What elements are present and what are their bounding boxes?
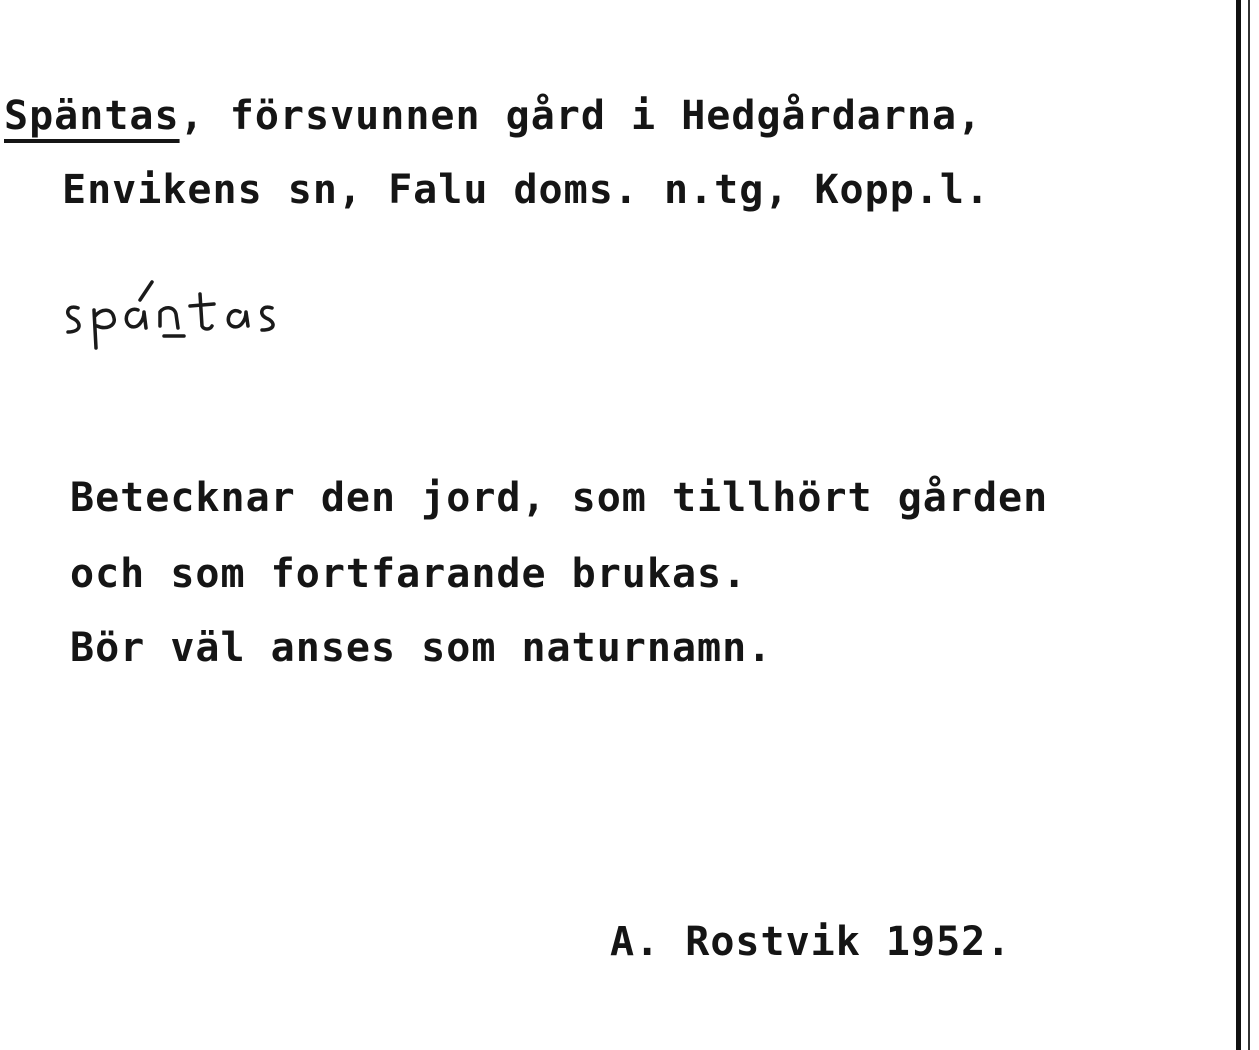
signature: A. Rostvik 1952. — [610, 919, 1012, 965]
card-right-border — [1236, 0, 1241, 1050]
description-line-2: och som fortfarande brukas. — [70, 551, 748, 597]
header-line-2: Envikens sn, Falu doms. n.tg, Kopp.l. — [62, 167, 991, 213]
description-line-1: Betecknar den jord, som tillhört gården — [70, 475, 1049, 521]
header-line-1 — [4, 93, 983, 139]
headword: Späntas — [4, 93, 180, 139]
card-edge-line — [1248, 0, 1250, 1050]
header-rest: , försvunnen gård i Hedgårdarna, — [179, 93, 983, 139]
description-line-3: Bör väl anses som naturnamn. — [70, 625, 773, 671]
handwritten-pronunciation — [60, 260, 380, 360]
